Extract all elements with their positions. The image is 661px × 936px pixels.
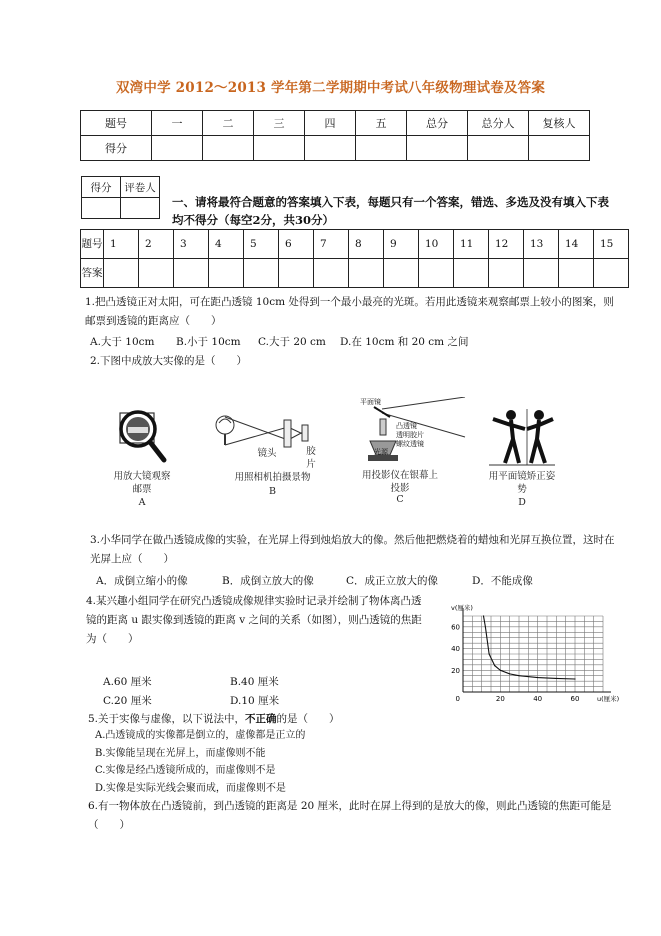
question-6-stem: 6.有一物体放在凸透镜前，到凸透镜的距离是 20 厘米，此时在屏上得到的是放大的像，则此凸透镜的焦距可能是 （ ） <box>88 800 633 831</box>
figure-c <box>360 397 450 509</box>
grader-score-label: 得分 <box>82 177 121 198</box>
data-point <box>556 678 557 679</box>
q5-option-c: C.实像是经凸透镜所成的，而虚像则不是 <box>95 765 276 776</box>
score-table-header-row <box>81 111 590 136</box>
figure-c-label-mirror: 平面镜 <box>360 398 381 406</box>
question-number-cell: 11 <box>454 230 489 259</box>
data-point <box>494 665 495 666</box>
score-header: 复核人 <box>529 111 590 136</box>
q1-option-b: B.小于 10cm <box>176 336 241 348</box>
answer-table <box>80 229 629 288</box>
figure-c-label-convex: 凸透镜 <box>396 422 417 430</box>
q3-option-a: A．成倒立缩小的像 <box>96 575 188 587</box>
figure-b-label-film: 胶片 <box>306 446 316 470</box>
data-point <box>500 670 501 671</box>
question-2-stem: 2.下图中成放大实像的是（ ） <box>90 355 248 367</box>
question-number-cell: 13 <box>524 230 559 259</box>
score-row-label: 得分 <box>81 136 152 161</box>
y-axis-label: v(厘米) <box>451 604 473 612</box>
q3-option-d: D．不能成像 <box>472 575 533 587</box>
score-table-value-row <box>81 136 590 161</box>
answer-cell[interactable] <box>419 259 454 288</box>
question-number-cell: 5 <box>244 230 279 259</box>
answer-cell[interactable] <box>209 259 244 288</box>
figure-b-caption: 用照相机拍摄景物 <box>234 472 311 483</box>
q4-option-d: D.10 厘米 <box>230 695 280 707</box>
answer-cell[interactable] <box>349 259 384 288</box>
q5-stem-after: 的是（ ） <box>276 713 340 725</box>
data-point <box>518 675 519 676</box>
q1-option-a: A.大于 10cm <box>90 336 155 348</box>
q5-stem-emphasis: 不正确 <box>245 713 277 725</box>
score-header: 四 <box>305 111 356 136</box>
figure-c-caption: 用投影仪在银幕上投影 <box>361 470 438 494</box>
question-3-stem: 3.小华同学在做凸透镜成像的实验，在光屏上得到烛焰放大的像。然后他把燃烧着的蜡烛和光屏互换位置，这时在光屏上应（ ） <box>90 534 615 565</box>
question-number-cell: 4 <box>209 230 244 259</box>
score-header: 五 <box>356 111 407 136</box>
grader-table <box>81 176 160 219</box>
data-point <box>574 678 575 679</box>
score-cell[interactable] <box>468 136 529 161</box>
data-point <box>489 653 490 654</box>
answer-row-label: 题号 <box>81 230 104 259</box>
figure-b <box>210 405 335 505</box>
y-tick-label: 20 <box>451 666 460 675</box>
data-point <box>509 673 510 674</box>
figure-c-label-film: 透明胶片 <box>396 431 424 439</box>
y-tick-label: 40 <box>451 645 460 654</box>
dancers-mirror-icon <box>487 405 557 467</box>
q4-option-c: C.20 厘米 <box>103 695 152 707</box>
q5-options <box>95 727 305 797</box>
question-number-cell: 8 <box>349 230 384 259</box>
score-header: 一 <box>152 111 203 136</box>
figure-c-letter: C <box>396 494 404 505</box>
figure-a <box>112 405 172 508</box>
x-tick-label: 40 <box>533 695 543 703</box>
answer-cell[interactable] <box>104 259 139 288</box>
score-cell[interactable] <box>407 136 468 161</box>
answer-cell[interactable] <box>279 259 314 288</box>
section-1-title: 一、请将最符合题意的答案填入下表，每题只有一个答案，错选、多选及没有填入下表均不得分（每空2分，共30分） <box>172 195 609 227</box>
x-axis-label: u(厘米) <box>597 695 620 703</box>
score-header: 总分 <box>407 111 468 136</box>
answer-cell[interactable] <box>594 259 629 288</box>
question-number-cell: 12 <box>489 230 524 259</box>
q5-stem-before: 5.关于实像与虚像，以下说法中， <box>88 713 246 725</box>
answer-cell[interactable] <box>489 259 524 288</box>
figure-b-letter: B <box>269 486 276 497</box>
answer-cell[interactable] <box>559 259 594 288</box>
score-header: 二 <box>203 111 254 136</box>
question-number-cell: 14 <box>559 230 594 259</box>
answer-row-label: 答案 <box>81 259 104 288</box>
score-cell[interactable] <box>356 136 407 161</box>
grader-score-cell[interactable] <box>82 198 121 219</box>
question-number-cell: 6 <box>279 230 314 259</box>
answer-cell[interactable] <box>174 259 209 288</box>
origin-label: 0 <box>455 695 460 703</box>
figure-d-caption: 用平面镜矫正姿势 <box>488 471 556 495</box>
q3-option-b: B．成倒立放大的像 <box>222 575 314 587</box>
answer-cell[interactable] <box>139 259 174 288</box>
q5-option-d: D.实像是实际光线会聚而成，而虚像则不是 <box>95 782 286 794</box>
question-number-cell: 7 <box>314 230 349 259</box>
figure-c-label-light: 光源 <box>374 448 388 456</box>
answer-table-answer-row <box>81 259 629 288</box>
q3-option-c: C．成正立放大的像 <box>346 575 439 587</box>
x-tick-label: 20 <box>495 695 505 703</box>
uv-chart <box>445 598 620 708</box>
answer-cell[interactable] <box>524 259 559 288</box>
question-number-cell: 9 <box>384 230 419 259</box>
data-point <box>485 626 486 627</box>
data-point <box>537 677 538 678</box>
x-tick-label: 60 <box>570 695 580 703</box>
magnifier-icon <box>112 405 172 467</box>
score-header: 总分人 <box>468 111 529 136</box>
answer-cell[interactable] <box>244 259 279 288</box>
question-number-cell: 1 <box>104 230 139 259</box>
score-header: 三 <box>254 111 305 136</box>
score-header: 题号 <box>81 111 152 136</box>
figure-d-letter: D <box>518 497 526 508</box>
answer-cell[interactable] <box>454 259 489 288</box>
q1-option-d: D.在 10cm 和 20 cm 之间 <box>340 336 469 348</box>
score-cell[interactable] <box>152 136 203 161</box>
answer-cell[interactable] <box>314 259 349 288</box>
answer-table-number-row <box>81 230 629 259</box>
q5-option-a: A.凸透镜成的实像都是倒立的，虚像都是正立的 <box>95 730 306 741</box>
figure-c-label-fresnel: 螺纹透镜 <box>396 440 424 448</box>
score-cell[interactable] <box>203 136 254 161</box>
score-cell[interactable] <box>529 136 590 161</box>
answer-cell[interactable] <box>384 259 419 288</box>
uv-curve <box>484 616 576 679</box>
question-number-cell: 10 <box>419 230 454 259</box>
y-tick-label: 60 <box>451 623 460 632</box>
figure-a-caption: 用放大镜观察邮票 <box>113 471 171 495</box>
score-cell[interactable] <box>254 136 305 161</box>
question-number-cell: 15 <box>594 230 629 259</box>
question-1-stem: 1.把凸透镜正对太阳，可在距凸透镜 10cm 处得到一个最小最亮的光斑。若用此透镜来观察邮票上较小的图案，则邮票到透镜的距离应（ ） <box>85 296 614 327</box>
question-number-cell: 3 <box>174 230 209 259</box>
question-number-cell: 2 <box>139 230 174 259</box>
score-table <box>80 110 590 161</box>
data-point <box>483 615 484 616</box>
figure-b-label-lens: 镜头 <box>257 448 277 459</box>
q1-option-c: C.大于 20 cm <box>258 336 326 348</box>
figure-d <box>487 405 557 508</box>
question-4-stem: 4.某兴趣小组同学在研究凸透镜成像规律实验时记录并绘制了物体离凸透镜的距离 u 跟实像到透镜的距离 v 之间的关系（如图），则凸透镜的焦距为（ ） <box>86 595 422 645</box>
score-cell[interactable] <box>305 136 356 161</box>
grader-name-cell[interactable] <box>121 198 160 219</box>
q5-option-b: B.实像能呈现在光屏上，而虚像则不能 <box>95 747 266 759</box>
figure-a-letter: A <box>138 497 146 508</box>
page-title: 双湾中学 2012～2013 学年第二学期期中考试八年级物理试卷及答案 <box>115 80 546 96</box>
grader-name-label: 评卷人 <box>121 177 160 198</box>
q4-option-a: A.60 厘米 <box>103 676 152 688</box>
q4-option-b: B.40 厘米 <box>230 676 279 688</box>
